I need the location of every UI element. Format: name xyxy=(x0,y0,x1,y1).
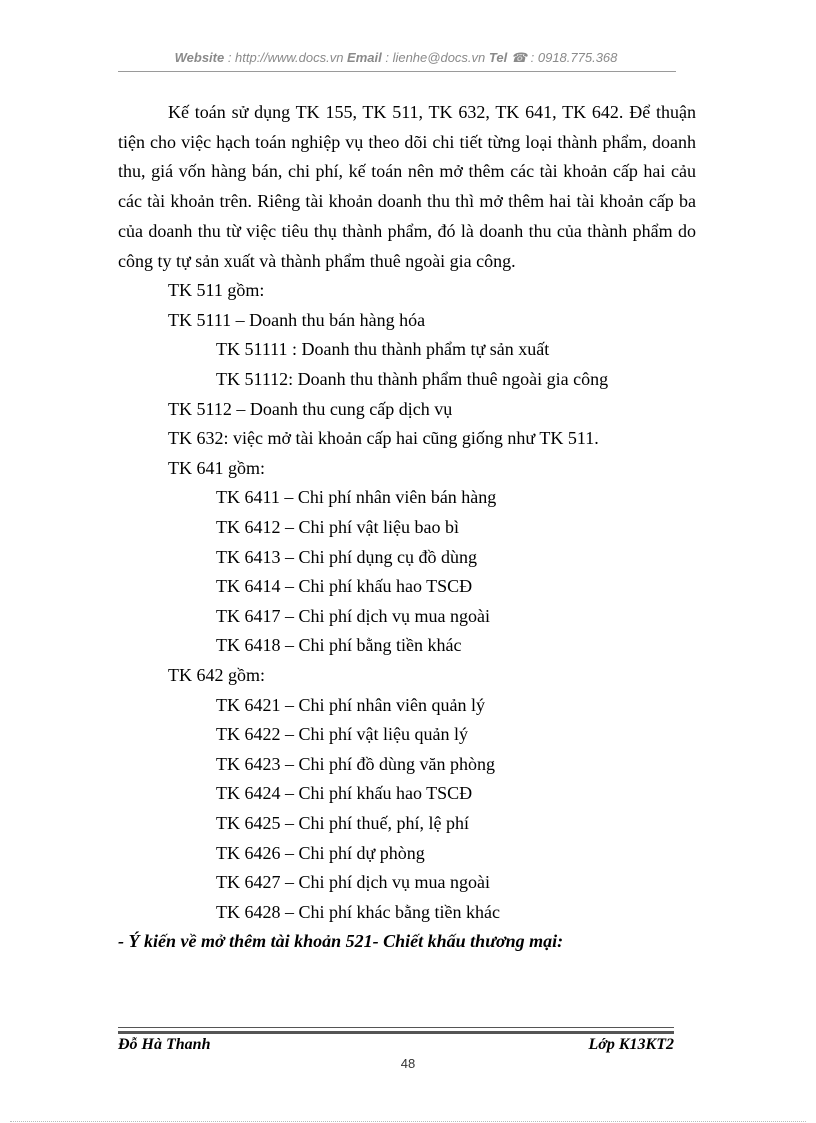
list-item: TK 6426 – Chi phí dự phòng xyxy=(216,842,425,863)
phone-icon: ☎ xyxy=(510,50,528,65)
footer-class: Lớp K13KT2 xyxy=(588,1036,674,1053)
section-heading: - Ý kiến về mở thêm tài khoản 521- Chiết khấu thương mại: xyxy=(118,931,564,952)
footer-divider-thin xyxy=(118,1027,674,1028)
tk5111-line: TK 5111 – Doanh thu bán hàng hóa xyxy=(168,309,426,330)
email-label: Email xyxy=(347,50,382,65)
list-item: TK 6411 – Chi phí nhân viên bán hàng xyxy=(216,487,497,508)
header-divider xyxy=(118,71,676,72)
page-header xyxy=(118,50,674,66)
tk642-heading: TK 642 gồm: xyxy=(168,664,265,685)
tk632-line: TK 632: việc mở tài khoản cấp hai cũng giống như TK 511. xyxy=(168,428,599,449)
list-item: TK 6413 – Chi phí dụng cụ đồ dùng xyxy=(216,546,477,567)
website-value: : http://www.docs.vn xyxy=(224,50,348,65)
list-item: TK 6425 – Chi phí thuế, phí, lệ phí xyxy=(216,812,469,833)
tk511-heading: TK 511 gồm: xyxy=(168,280,265,301)
document-body xyxy=(118,98,696,957)
list-item: TK 6423 – Chi phí đồ dùng văn phòng xyxy=(216,753,495,774)
list-item: TK 6414 – Chi phí khấu hao TSCĐ xyxy=(216,576,473,597)
list-item: TK 51112: Doanh thu thành phẩm thuê ngoài gia công xyxy=(216,369,609,389)
list-item: TK 6421 – Chi phí nhân viên quản lý xyxy=(216,694,485,715)
list-item: TK 51111 : Doanh thu thành phẩm tự sản xuất xyxy=(216,339,550,360)
footer-author: Đỗ Hà Thanh xyxy=(118,1036,211,1053)
email-value: : lienhe@docs.vn xyxy=(381,50,489,65)
page-number: 48 xyxy=(400,1056,416,1071)
tel-value: : 0918.775.368 xyxy=(527,50,618,65)
list-item: TK 6422 – Chi phí vật liệu quản lý xyxy=(216,724,468,745)
list-item: TK 6427 – Chi phí dịch vụ mua ngoài xyxy=(216,872,490,893)
list-item: TK 6424 – Chi phí khấu hao TSCĐ xyxy=(216,783,473,804)
list-item: TK 6428 – Chi phí khác bằng tiền khác xyxy=(216,901,500,922)
website-label: Website xyxy=(174,50,225,65)
footer-divider-thick xyxy=(118,1031,674,1034)
list-item: TK 6412 – Chi phí vật liệu bao bì xyxy=(216,516,459,537)
list-item: TK 6418 – Chi phí bằng tiền khác xyxy=(216,635,462,656)
tel-label: Tel xyxy=(488,50,508,65)
intro-paragraph: Kế toán sử dụng TK 155, TK 511, TK 632, TK 641, TK 642. Để thuận tiện cho việc hạch toán nghiệp vụ theo dõi chi tiết từng loại thành phẩm, doanh thu, giá vốn hàng bán, chi phí, kế toán nên mở thêm các tài khoản cấp hai cảu các tài khoản trên. Riêng tài khoản doanh thu thì mở thêm hai tài khoản cấp ba của doanh thu từ việc tiêu thụ thành phẩm, đó là doanh thu của thành phẩm do công ty tự sản xuất và thành phẩm thuê ngoài gia công. xyxy=(118,102,696,271)
tk641-heading: TK 641 gồm: xyxy=(168,457,265,478)
list-item: TK 6417 – Chi phí dịch vụ mua ngoài xyxy=(216,605,490,626)
page-bottom-border xyxy=(10,1121,806,1122)
tk5112-line: TK 5112 – Doanh thu cung cấp dịch vụ xyxy=(168,398,453,419)
